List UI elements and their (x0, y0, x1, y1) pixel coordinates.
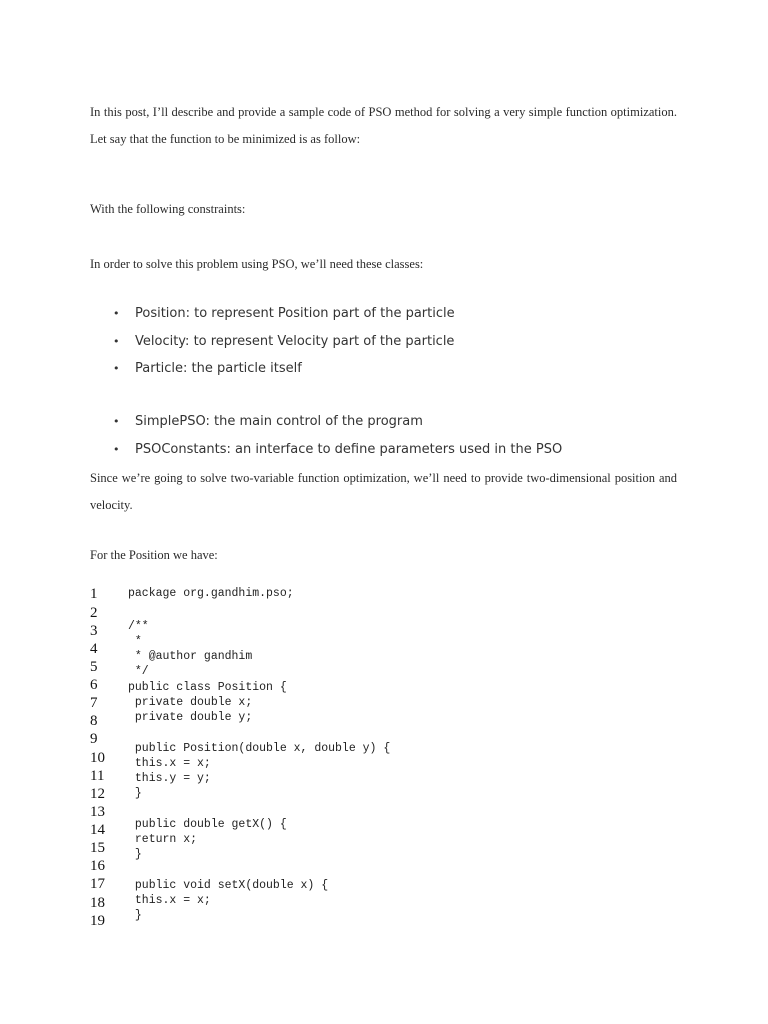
list-item (113, 355, 455, 383)
position-intro-paragraph: For the Position we have: (90, 548, 218, 562)
line-number: 3 (90, 623, 98, 639)
list-item (113, 328, 455, 356)
line-number: 7 (90, 695, 98, 711)
line-number: 5 (90, 659, 98, 675)
code-line: */ (128, 665, 149, 678)
list-item (113, 436, 562, 464)
list-item-label: Position: to represent Position part of the particle (135, 306, 455, 321)
bullet-icon: • (113, 362, 120, 375)
code-line: return x; (128, 833, 198, 846)
bullet-icon: • (113, 334, 120, 348)
line-number: 19 (90, 913, 105, 929)
line-number: 10 (90, 750, 105, 766)
code-line: public class Position { (128, 681, 287, 694)
code-line: } (128, 909, 142, 922)
list-item-label: Particle: the particle itself (135, 361, 302, 376)
code-line: * @author gandhim (128, 650, 253, 663)
line-number: 13 (90, 804, 105, 820)
code-line: private double x; (128, 696, 253, 709)
list-item-label: PSOConstants: an interface to define parameters used in the PSO (135, 441, 563, 457)
line-number: 8 (90, 713, 98, 729)
bullet-icon: • (113, 307, 120, 320)
code-line: public Position(double x, double y) { (128, 742, 391, 755)
intro-paragraph: In this post, I’ll describe and provide a sample code of PSO method for solving a very simple function optimization. Let say that the function to be minimized is as follow: (90, 105, 677, 146)
list-item (113, 408, 562, 436)
class-list-primary (113, 300, 455, 383)
list-item-label: Velocity: to represent Velocity part of the particle (135, 333, 455, 349)
line-number: 17 (90, 876, 105, 892)
line-number: 1 (90, 586, 98, 602)
list-item (113, 300, 455, 328)
code-line: package org.gandhim.pso; (128, 587, 294, 600)
line-number: 2 (90, 605, 98, 621)
code-line: public double getX() { (128, 818, 287, 831)
line-number: 4 (90, 641, 98, 657)
line-number: 15 (90, 840, 105, 856)
code-line: public void setX(double x) { (128, 879, 329, 892)
line-number: 18 (90, 895, 105, 911)
line-number: 9 (90, 731, 98, 747)
code-line: * (128, 635, 142, 648)
code-line: } (128, 848, 142, 861)
code-line: } (128, 787, 142, 800)
list-item-label: SimplePSO: the main control of the program (135, 414, 423, 429)
line-number: 12 (90, 786, 105, 802)
bullet-icon: • (113, 442, 120, 456)
class-list-secondary (113, 408, 562, 463)
two-variable-paragraph: Since we’re going to solve two-variable function optimization, we’ll need to provide two-dimensional position and velocity. (90, 471, 677, 512)
code-line: private double y; (128, 711, 253, 724)
line-number: 16 (90, 858, 105, 874)
constraints-paragraph: With the following constraints: (90, 202, 246, 216)
classes-intro-paragraph: In order to solve this problem using PSO, we’ll need these classes: (90, 257, 424, 271)
line-number: 6 (90, 677, 98, 693)
code-line: this.x = x; (128, 894, 211, 907)
bullet-icon: • (113, 415, 120, 428)
line-number: 11 (90, 768, 105, 784)
line-number: 14 (90, 822, 105, 838)
code-line: /** (128, 620, 149, 633)
code-line: this.y = y; (128, 772, 211, 785)
code-line: this.x = x; (128, 757, 211, 770)
